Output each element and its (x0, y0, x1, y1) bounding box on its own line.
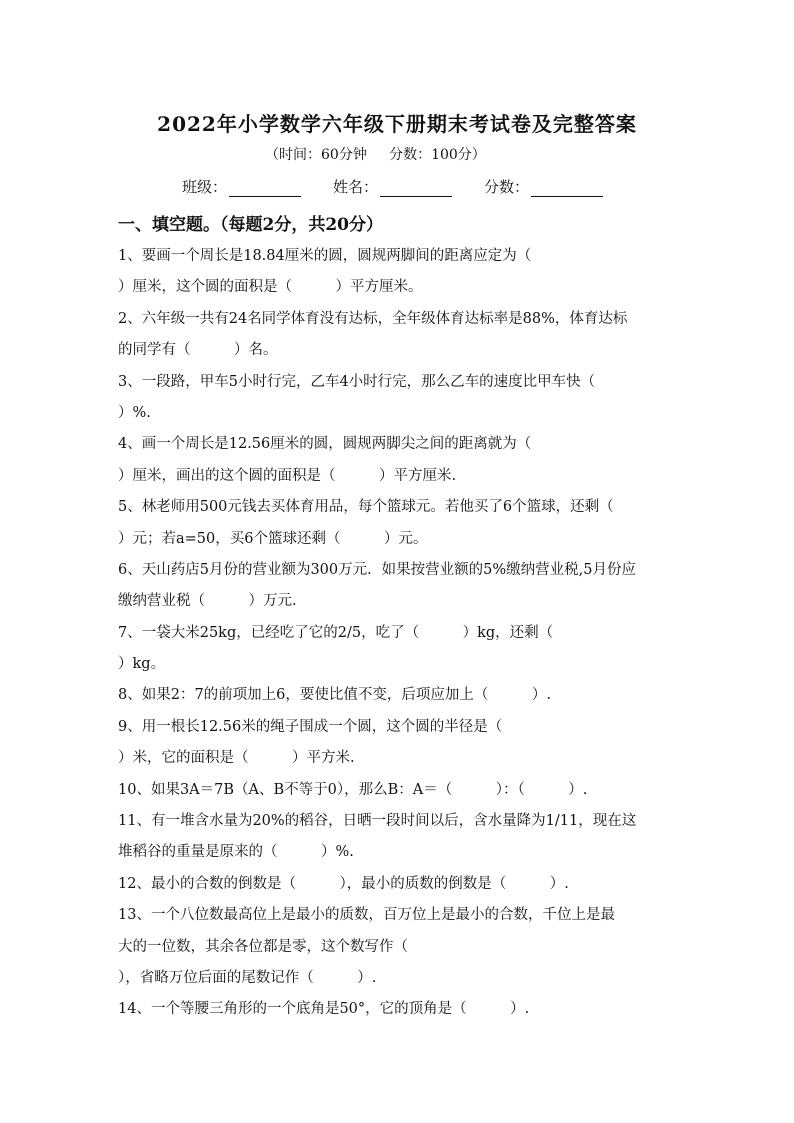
question-line: 8、如果2：7的前项加上6，要使比值不变，后项应加上（ ）. (118, 687, 552, 704)
class-blank[interactable] (229, 180, 301, 197)
question-line: 12、最小的合数的倒数是（ ），最小的质数的倒数是（ ）. (118, 875, 569, 892)
question-line: 6、天山药店5月份的营业额为300万元．如果按营业额的5%缴纳营业税,5月份应 (118, 561, 636, 578)
question-line: ）米，它的面积是（ ）平方米. (118, 750, 355, 767)
question-line: ）元；若a=50，买6个篮球还剩（ ）元。 (118, 530, 428, 547)
name-blank[interactable] (380, 180, 452, 197)
class-field (182, 176, 301, 197)
class-label: 班级： (182, 178, 228, 196)
question-line: 11、有一堆含水量为20%的稻谷，日晒一段时间以后，含水量降为1/11，现在这 (118, 813, 637, 830)
score-field (484, 176, 603, 197)
question-line: ）kg。 (118, 656, 166, 673)
question-line: 5、林老师用500元钱去买体育用品，每个篮球元。若他买了6个篮球，还剩（ (118, 499, 614, 516)
question-line: 的同学有（ ）名。 (118, 342, 278, 359)
question-list (118, 246, 678, 1031)
question-line: 1、要画一个周长是18.84厘米的圆，圆规两脚间的距离应定为（ (118, 248, 532, 264)
question-line: 堆稻谷的重量是原来的（ ）%. (118, 844, 354, 861)
question-line: 2、六年级一共有24名同学体育没有达标，全年级体育达标率是88%，体育达标 (118, 310, 628, 327)
question-line: ），省略万位后面的尾数记作（ ）. (118, 969, 377, 986)
exam-time-score: （时间：60分钟 分数：100分） (265, 147, 486, 163)
name-label: 姓名： (333, 178, 379, 196)
question-line: 9、用一根长12.56米的绳子围成一个圆，这个圆的半径是（ (118, 718, 503, 735)
question-line: 4、画一个周长是12.56厘米的圆，圆规两脚尖之间的距离就为（ (118, 436, 532, 453)
section-heading: 一、填空题。（每题2分，共20分） (118, 215, 383, 235)
question-line: 14、一个等腰三角形的一个底角是50°，它的顶角是（ ）. (118, 1001, 530, 1018)
question-line: ）厘米，这个圆的面积是（ ）平方厘米。 (118, 279, 423, 296)
score-label: 分数： (484, 178, 530, 196)
student-info-row (182, 176, 635, 197)
question-line: 13、一个八位数最高位上是最小的质数，百万位上是最小的合数，千位上是最 (118, 907, 615, 924)
page-title: 2022年小学数学六年级下册期末考试卷及完整答案 (157, 112, 637, 136)
score-blank[interactable] (531, 180, 603, 197)
question-line: 10、如果3A＝7B（A、B不等于0），那么B：A＝（ ）：（ ）. (118, 781, 588, 798)
question-line: 缴纳营业税（ ）万元. (118, 593, 297, 610)
question-line: 大的一位数，其余各位都是零，这个数写作（ (118, 938, 408, 955)
question-line: 3、一段路，甲车5小时行完，乙车4小时行完，那么乙车的速度比甲车快（ (118, 373, 596, 390)
name-field (333, 176, 452, 197)
question-line: ）%. (118, 404, 151, 421)
question-line: ）厘米，画出的这个圆的面积是（ ）平方厘米. (118, 467, 457, 484)
question-line: 7、一袋大米25kg，已经吃了它的2/5，吃了（ ）kg，还剩（ (118, 624, 554, 641)
